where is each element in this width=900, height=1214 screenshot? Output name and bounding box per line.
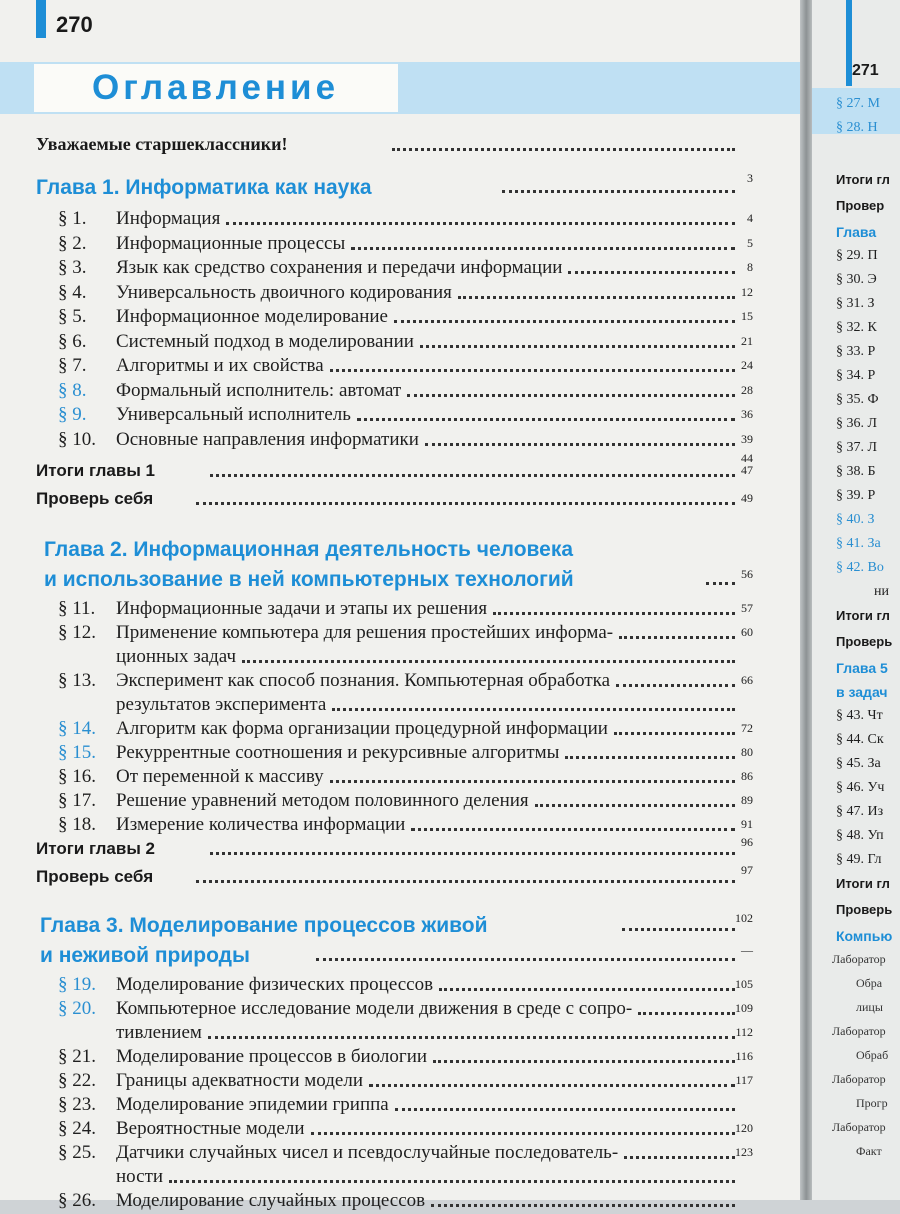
section-title: Измерение количества информации [116, 814, 406, 835]
section-number: § 14. [58, 718, 96, 739]
dot-leader [622, 928, 735, 931]
page-ref: 109 [735, 1001, 753, 1015]
section-title: Моделирование процессов в биологии [116, 1046, 428, 1067]
dot-leader [330, 369, 735, 372]
section-number: § 1. [58, 208, 87, 229]
page-number: 271 [852, 62, 879, 79]
dot-leader [196, 502, 735, 505]
toc-item[interactable] [0, 1020, 805, 1046]
toc-item[interactable] [0, 644, 805, 670]
page-number: 270 [56, 12, 93, 37]
intro-text: Уважаемые старшеклассники! [36, 134, 288, 154]
section-title: Информация [116, 208, 221, 229]
right-page-line: § 34. Р [836, 368, 876, 383]
section-number: § 18. [58, 814, 96, 835]
right-page-line: § 48. Уп [836, 828, 884, 843]
right-page-line: Глава 5 [836, 660, 888, 676]
right-page-line: § 46. Уч [836, 780, 885, 795]
right-page-line: § 40. З [836, 512, 875, 527]
dot-leader [369, 1084, 735, 1087]
toc-chapter-2-line2[interactable] [0, 562, 805, 592]
chapter-title: Глава 1. Информатика как наука [36, 176, 372, 199]
check-label: Проверь себя [36, 867, 154, 886]
right-page-line: § 30. Э [836, 272, 877, 287]
page-ref: 96 [741, 835, 753, 849]
section-number: § 10. [58, 428, 96, 450]
dot-leader [568, 271, 735, 274]
page-ref: — [741, 943, 753, 957]
dot-leader [357, 418, 735, 421]
toc-item[interactable] [0, 231, 805, 257]
dot-leader [226, 222, 735, 225]
right-page-line: Факт [856, 1144, 882, 1158]
section-number: § 15. [58, 742, 96, 763]
dot-leader [169, 1180, 735, 1183]
page-ref: 112 [735, 1025, 753, 1039]
right-page-line: ни [874, 584, 889, 599]
section-number: § 11. [58, 598, 96, 619]
toc-item[interactable] [0, 764, 805, 790]
section-number: § 17. [58, 790, 96, 811]
chapter-title: Глава 3. Моделирование процессов живой [40, 914, 488, 937]
dot-leader [614, 732, 735, 735]
section-title: Рекуррентные соотношения и рекурсивные алгоритмы [116, 742, 560, 763]
page-ref: 123 [735, 1145, 753, 1159]
section-title: тивлением [116, 1022, 202, 1043]
section-number: § 12. [58, 622, 96, 643]
toc-summary-1[interactable] [0, 451, 805, 484]
section-title: Моделирование случайных процессов [116, 1190, 426, 1211]
dot-leader [351, 247, 735, 250]
section-number: § 23. [58, 1094, 96, 1115]
section-title: Основные направления информатики [116, 428, 419, 450]
right-page-line: Компью [836, 928, 893, 944]
dot-leader [420, 345, 735, 348]
page-title: Оглавление [92, 68, 340, 107]
toc-item[interactable] [0, 620, 805, 646]
right-page-line: § 35. Ф [836, 392, 879, 407]
right-page-line: Прогр [856, 1096, 888, 1110]
right-page-line: Лаборатор [832, 1072, 886, 1086]
toc-chapter-1[interactable] [0, 168, 805, 200]
toc-item[interactable] [0, 972, 805, 998]
dot-leader [332, 708, 735, 711]
toc-item[interactable] [0, 1068, 805, 1094]
right-page-line: § 47. Из [836, 804, 884, 819]
toc-chapter-2-line1[interactable] [0, 532, 805, 562]
section-title: Алгоритм как форма организации процедурной информации [116, 718, 608, 739]
page-ref: 44 [741, 451, 753, 465]
section-number: § 16. [58, 766, 96, 787]
page-ref: 116 [735, 1049, 753, 1063]
right-page-line: § 43. Чт [836, 708, 883, 723]
toc-item[interactable] [0, 596, 805, 622]
right-page-line: § 32. К [836, 320, 877, 335]
toc-item[interactable] [0, 1044, 805, 1070]
page-ref: 12 [741, 284, 753, 299]
page-ref: 91 [741, 817, 753, 831]
section-title: Применение компьютера для решения простейших информа- [116, 622, 614, 643]
page-ref: 89 [741, 793, 753, 807]
page-ref: 97 [741, 863, 753, 877]
dot-leader [425, 443, 735, 446]
toc-item[interactable] [0, 353, 805, 379]
page-ref: 5 [747, 235, 753, 250]
toc-item[interactable] [0, 1116, 805, 1142]
right-page-line: Итоги гл [836, 876, 890, 891]
section-title: Язык как средство сохранения и передачи информации [116, 257, 563, 278]
right-page-line: Проверь [836, 902, 893, 917]
toc-item[interactable] [0, 280, 805, 306]
section-title: Универсальность двоичного кодирования [116, 281, 452, 303]
toc-item[interactable] [0, 1164, 805, 1190]
right-page-line: § 28. Н [836, 120, 878, 135]
section-number: § 2. [58, 232, 87, 254]
dot-leader [210, 852, 735, 855]
toc-item[interactable] [0, 206, 805, 232]
right-page-line: § 31. З [836, 296, 875, 311]
right-page-line: § 49. Гл [836, 852, 882, 867]
page-ref: 15 [741, 309, 753, 323]
right-page-line: § 45. За [836, 756, 881, 771]
dot-leader [706, 582, 735, 585]
section-number: § 8. [58, 379, 87, 401]
right-page-line: Проверь [836, 634, 893, 649]
dot-leader [433, 1060, 735, 1063]
toc-item[interactable] [0, 304, 805, 330]
dot-leader [394, 320, 735, 323]
dot-leader [395, 1108, 735, 1111]
right-page-line: в задач [836, 684, 888, 700]
section-title: Эксперимент как способ познания. Компьютерная обработка [116, 670, 610, 691]
right-page-line: § 27. М [836, 96, 880, 111]
page-ref: 24 [741, 358, 753, 372]
toc-item[interactable] [0, 1188, 805, 1214]
dot-leader [439, 988, 735, 991]
right-page-line: Обраб [856, 1048, 889, 1062]
section-title: Информационные задачи и этапы их решения [116, 598, 488, 619]
section-number: § 6. [58, 330, 87, 352]
toc-item[interactable] [0, 788, 805, 814]
toc-item[interactable] [0, 378, 805, 404]
section-number: § 25. [58, 1142, 96, 1163]
page-ref: 80 [741, 745, 753, 759]
page-ref: 21 [741, 333, 753, 348]
check-label: Проверь себя [36, 489, 154, 508]
right-page-line: Лаборатор [832, 1024, 886, 1038]
dot-leader [565, 756, 735, 759]
right-page-line: § 44. Ск [836, 732, 884, 747]
page-ref: 72 [741, 721, 753, 735]
section-title: ционных задач [116, 646, 237, 667]
dot-leader [210, 474, 735, 477]
summary-label: Итоги главы 2 [36, 839, 156, 858]
toc-summary-2[interactable] [0, 836, 805, 862]
dot-leader [624, 1156, 735, 1159]
section-number: § 19. [58, 974, 96, 995]
toc-item[interactable] [0, 1092, 805, 1118]
chapter-title: Глава 2. Информационная деятельность человека [44, 538, 574, 561]
section-title: Информационное моделирование [116, 306, 388, 327]
page-ref: 86 [741, 769, 753, 783]
page-ref: 28 [741, 382, 753, 397]
section-title: Границы адекватности модели [116, 1070, 363, 1091]
chapter-title: и неживой природы [40, 944, 250, 967]
section-title: Датчики случайных чисел и псевдослучайные последователь- [116, 1142, 619, 1163]
right-page-line: Лаборатор [832, 952, 886, 966]
section-number: § 24. [58, 1118, 96, 1139]
right-page-line: Лаборатор [832, 1120, 886, 1134]
page-ref: 8 [747, 260, 753, 274]
dot-leader [619, 636, 735, 639]
right-page-line: § 39. Р [836, 488, 876, 503]
toc-item[interactable] [0, 812, 805, 838]
right-page [812, 0, 900, 1200]
right-page-line: § 37. Л [836, 440, 877, 455]
section-number: § 22. [58, 1070, 96, 1091]
dot-leader [431, 1204, 735, 1207]
dot-leader [208, 1036, 735, 1039]
toc-item[interactable] [0, 716, 805, 742]
section-title: Системный подход в моделировании [116, 330, 414, 352]
section-title: Компьютерное исследование модели движения в среде с сопро- [116, 998, 633, 1019]
right-page-line: § 41. За [836, 536, 881, 551]
dot-leader [196, 880, 735, 883]
toc-item[interactable] [0, 255, 805, 281]
dot-leader [311, 1132, 735, 1135]
toc-check-1[interactable] [0, 486, 805, 512]
section-title: Универсальный исполнитель [116, 404, 351, 425]
right-page-line: лицы [856, 1000, 883, 1014]
page-ref: 56 [741, 567, 753, 581]
section-number: § 20. [58, 998, 96, 1019]
section-title: Моделирование эпидемии гриппа [116, 1094, 389, 1115]
right-page-line: Глава [836, 224, 877, 240]
toc-check-2[interactable] [0, 864, 805, 890]
toc-item[interactable] [0, 1140, 805, 1166]
section-title: Формальный исполнитель: автомат [116, 379, 402, 401]
dot-leader [407, 394, 735, 397]
dot-leader [535, 804, 735, 807]
dot-leader [493, 612, 735, 615]
page-ref: 47 [741, 463, 753, 477]
right-page-line: Обра [856, 976, 883, 990]
page-ref: 60 [741, 625, 753, 639]
section-title: Решение уравнений методом половинного деления [116, 790, 529, 811]
right-page-line: § 29. П [836, 248, 878, 263]
section-title: Алгоритмы и их свойства [116, 355, 324, 376]
section-number: § 21. [58, 1046, 96, 1067]
dot-leader [502, 190, 735, 193]
toc-item[interactable] [0, 740, 805, 766]
toc-chapter-3-line1[interactable] [0, 908, 805, 938]
right-page-line: Итоги гл [836, 172, 890, 187]
dot-leader [458, 296, 735, 299]
dot-leader [330, 780, 735, 783]
page-ref: 102 [735, 911, 753, 925]
right-page-line: § 42. Во [836, 560, 884, 575]
right-page-line: § 33. Р [836, 344, 876, 359]
toc-item[interactable] [0, 329, 805, 355]
page-ref: 105 [735, 977, 753, 991]
page-ref: 3 [747, 171, 753, 185]
section-title: ности [116, 1166, 164, 1187]
section-number: § 5. [58, 306, 87, 327]
page-ref: 4 [747, 211, 753, 225]
toc-item[interactable] [0, 692, 805, 718]
dot-leader [411, 828, 735, 831]
section-number: § 9. [58, 404, 87, 425]
summary-label: Итоги главы 1 [36, 461, 156, 480]
toc-chapter-3-line2[interactable] [0, 938, 805, 968]
section-title: От переменной к массиву [116, 766, 324, 787]
page-number-marker [36, 0, 46, 38]
dot-leader [316, 958, 735, 961]
section-title: Вероятностные модели [116, 1118, 305, 1139]
section-number: § 3. [58, 257, 87, 278]
toc-item[interactable] [0, 402, 805, 428]
section-number: § 7. [58, 355, 87, 376]
dot-leader [638, 1012, 735, 1015]
toc-item[interactable] [0, 996, 805, 1022]
section-number: § 13. [58, 670, 96, 691]
page-ref: 57 [741, 601, 753, 615]
page-ref: 117 [735, 1073, 753, 1087]
section-title: Информационные процессы [116, 232, 346, 254]
toc-row-intro[interactable] [0, 132, 805, 158]
right-page-line: Провер [836, 198, 885, 213]
section-title: результатов эксперимента [116, 694, 327, 715]
page-ref: 120 [735, 1121, 753, 1135]
section-number: § 4. [58, 281, 87, 303]
right-page-line: § 38. Б [836, 464, 876, 479]
toc-item[interactable] [0, 427, 805, 453]
page-ref: 66 [741, 673, 753, 687]
chapter-title: и использование в ней компьютерных технологий [44, 568, 574, 591]
section-number: § 26. [58, 1190, 96, 1211]
page-ref: 39 [741, 431, 753, 446]
right-page-line: Итоги гл [836, 608, 890, 623]
right-page-line: § 36. Л [836, 416, 877, 431]
page-ref: 49 [741, 491, 753, 505]
page-ref: 36 [741, 407, 753, 421]
toc-item[interactable] [0, 668, 805, 694]
section-title: Моделирование физических процессов [116, 974, 434, 995]
dot-leader [616, 684, 735, 687]
dot-leader [392, 148, 735, 151]
dot-leader [242, 660, 735, 663]
